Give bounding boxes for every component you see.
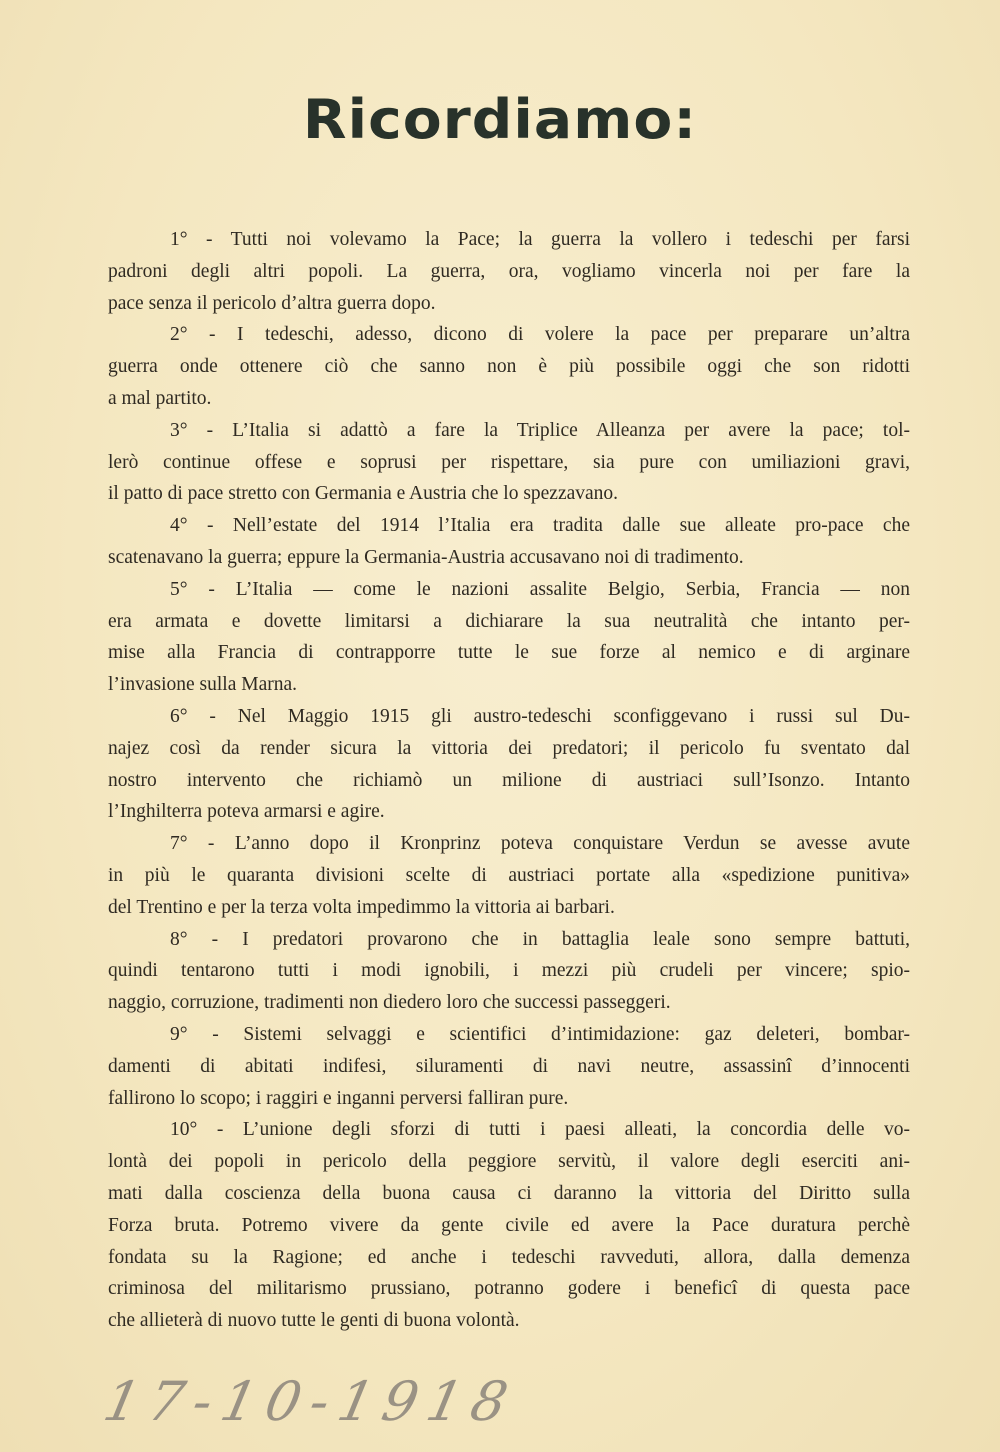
text-line: lerò continue offese e soprusi per rispettare, sia pure con umiliazioni gravi, xyxy=(108,451,910,473)
text-line: 7° - L’anno dopo il Kronprinz poteva conquistare Verdun se avesse avute xyxy=(170,833,910,855)
text-line: quindi tentarono tutti i modi ignobili, i mezzi più crudeli per vincere; spio- xyxy=(108,960,910,982)
text-line: fallirono lo scopo; i raggiri e inganni perversi falliran pure. xyxy=(108,1087,569,1109)
text-line: che allieterà di nuovo tutte le genti di buona volontà. xyxy=(108,1310,520,1332)
text-line: padroni degli altri popoli. La guerra, ora, vogliamo vincerla noi per fare la xyxy=(108,260,910,282)
document-title: Ricordiamo: xyxy=(302,88,698,151)
text-line: era armata e dovette limitarsi a dichiarare la sua neutralità che intanto per- xyxy=(108,610,910,632)
text-line: 4° - Nell’estate del 1914 l’Italia era tradita dalle sue alleate pro-pace che xyxy=(170,515,910,537)
text-line: criminosa del militarismo prussiano, potranno godere i beneficî di questa pace xyxy=(108,1278,910,1300)
paragraph xyxy=(108,319,910,414)
text-line: in più le quaranta divisioni scelte di austriaci portate alla «spedizione punitiva» xyxy=(108,864,910,886)
text-line: il patto di pace stretto con Germania e Austria che lo spezzavano. xyxy=(108,483,619,505)
text-line: lontà dei popoli in pericolo della peggiore servitù, il valore degli eserciti ani- xyxy=(108,1151,910,1173)
handwritten-date: 17-10-1918 xyxy=(98,1370,524,1433)
text-line: 3° - L’Italia si adattò a fare la Triplice Alleanza per avere la pace; tol- xyxy=(170,419,910,441)
text-line: mise alla Francia di contrapporre tutte le sue forze al nemico e di arginare xyxy=(108,642,910,664)
text-line: del Trentino e per la terza volta impedimmo la vittoria ai barbari. xyxy=(108,896,615,918)
paragraph xyxy=(108,1019,910,1114)
text-line: mati dalla coscienza della buona causa ci daranno la vittoria del Diritto sulla xyxy=(108,1182,910,1204)
text-line: fondata su la Ragione; ed anche i tedeschi ravveduti, allora, dalla demenza xyxy=(108,1246,910,1268)
text-line: 10° - L’unione degli sforzi di tutti i paesi alleati, la concordia delle vo- xyxy=(170,1119,910,1141)
text-line: najez così da render sicura la vittoria dei predatori; il pericolo fu sventato dal xyxy=(108,737,910,759)
text-line: 5° - L’Italia — come le nazioni assalite Belgio, Serbia, Francia — non xyxy=(170,578,910,600)
paragraph xyxy=(108,224,910,319)
text-line: Forza bruta. Potremo vivere da gente civile ed avere la Pace duratura perchè xyxy=(108,1214,910,1236)
document-body xyxy=(108,224,910,1337)
text-line: 2° - I tedeschi, adesso, dicono di volere la pace per preparare un’altra xyxy=(170,324,910,346)
text-line: naggio, corruzione, tradimenti non diedero loro che successi passeggeri. xyxy=(108,992,671,1014)
text-line: guerra onde ottenere ciò che sanno non è più possibile oggi che son ridotti xyxy=(108,356,910,378)
text-line: a mal partito. xyxy=(108,387,212,409)
paragraph xyxy=(108,701,910,828)
paragraph xyxy=(108,828,910,923)
text-line: 9° - Sistemi selvaggi e scientifici d’intimidazione: gaz deleteri, bombar- xyxy=(170,1023,910,1045)
text-line: l’Inghilterra poteva armarsi e agire. xyxy=(108,801,385,823)
text-line: damenti di abitati indifesi, siluramenti di navi neutre, assassinî d’innocenti xyxy=(108,1055,910,1077)
text-line: 8° - I predatori provarono che in battaglia leale sono sempre battuti, xyxy=(170,928,910,950)
text-line: 1° - Tutti noi volevamo la Pace; la guerra la vollero i tedeschi per farsi xyxy=(170,229,910,250)
paragraph xyxy=(108,415,910,510)
text-line: l’invasione sulla Marna. xyxy=(108,674,297,696)
paragraph xyxy=(108,924,910,1019)
text-line: nostro intervento che richiamò un milione di austriaci sull’Isonzo. Intanto xyxy=(108,769,910,791)
paragraph xyxy=(108,510,910,574)
text-line: scatenavano la guerra; eppure la Germania-Austria accusavano noi di tradimento. xyxy=(108,546,744,568)
paragraph xyxy=(108,1114,910,1337)
paragraph xyxy=(108,574,910,701)
text-line: 6° - Nel Maggio 1915 gli austro-tedeschi sconfiggevano i russi sul Du- xyxy=(170,705,910,727)
text-line: pace senza il pericolo d’altra guerra dopo. xyxy=(108,292,436,314)
